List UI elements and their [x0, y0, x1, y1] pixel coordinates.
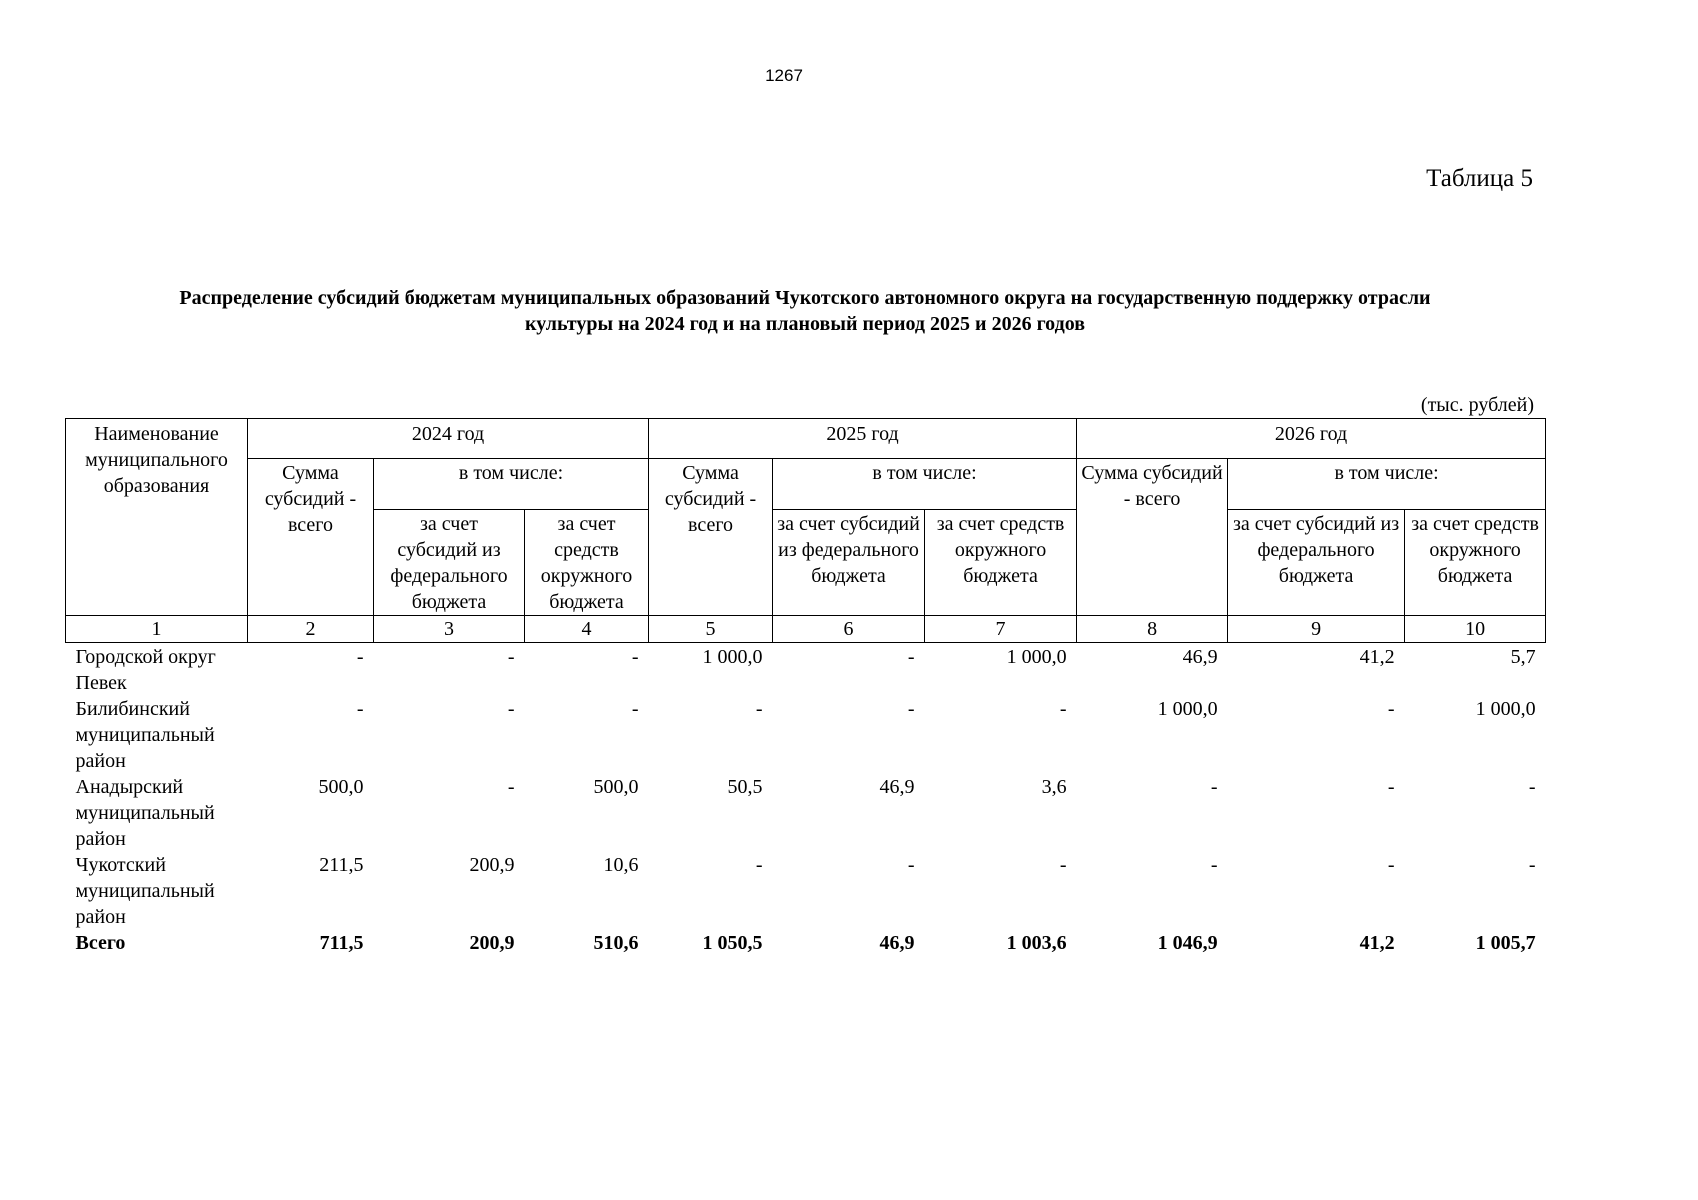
total-cell: 510,6	[593, 932, 639, 954]
table-label: Таблица 5	[1426, 165, 1533, 192]
column-number: 3	[374, 616, 525, 643]
table-cell: 46,9	[879, 776, 915, 798]
table-row	[66, 696, 1546, 774]
header-year-2026: 2026 год	[1077, 419, 1546, 459]
column-number: 4	[525, 616, 649, 643]
municipality-name: Анадырский муниципальный район	[75, 776, 215, 850]
column-number: 9	[1228, 616, 1405, 643]
title-line-2: культуры на 2024 год и на плановый период 2025 и 2026 годов	[524, 313, 1086, 335]
header-total-2025: Сумма субсидий - всего	[649, 459, 773, 616]
header-year-2024: 2024 год	[248, 419, 649, 459]
table-cell: -	[631, 646, 639, 668]
total-row	[66, 930, 1546, 956]
municipality-name: Чукотский муниципальный район	[75, 854, 215, 928]
table-body	[66, 643, 1546, 957]
table-row	[66, 852, 1546, 930]
table-cell: 5,7	[1510, 646, 1536, 668]
page-number: 1267	[765, 66, 803, 85]
table-row	[66, 643, 1546, 697]
table-cell: 1 000,0	[702, 646, 763, 668]
table-cell: -	[507, 776, 515, 798]
table-cell: -	[507, 698, 515, 720]
column-number: 2	[248, 616, 374, 643]
subsidy-table	[65, 418, 1546, 956]
units-label: (тыс. рублей)	[1420, 394, 1534, 416]
header-federal-2026: за счет субсидий из федерального бюджета	[1228, 510, 1405, 616]
header-including-2026: в том числе:	[1228, 459, 1546, 510]
table-cell: -	[1210, 854, 1218, 876]
table-cell: 1 000,0	[1475, 698, 1536, 720]
table-cell: 500,0	[318, 776, 364, 798]
total-cell: 711,5	[319, 932, 364, 954]
column-number: 7	[925, 616, 1077, 643]
total-label: Всего	[75, 932, 126, 954]
total-cell: 200,9	[469, 932, 515, 954]
table-cell: 50,5	[727, 776, 763, 798]
column-number: 10	[1405, 616, 1546, 643]
municipality-name: Городской округ Певек	[75, 646, 216, 694]
document-title	[60, 285, 1550, 337]
header-name: Наименование муниципального образования	[66, 419, 248, 616]
table-cell: 1 000,0	[1157, 698, 1218, 720]
table-cell: -	[907, 646, 915, 668]
header-regional-2026: за счет средств окружного бюджета	[1405, 510, 1546, 616]
title-line-1: Распределение субсидий бюджетам муниципальных образований Чукотского автономного округа на государственную поддержку отрасли	[179, 287, 1431, 309]
column-number: 5	[649, 616, 773, 643]
total-cell: 1 050,5	[702, 932, 763, 954]
municipality-name: Билибинский муниципальный район	[75, 698, 215, 772]
header-regional-2025: за счет средств окружного бюджета	[925, 510, 1077, 616]
table-cell: -	[1528, 776, 1536, 798]
table-cell: 211,5	[319, 854, 364, 876]
table-cell: -	[631, 698, 639, 720]
header-year-2025: 2025 год	[649, 419, 1077, 459]
table-cell: -	[1387, 854, 1395, 876]
header-federal-2025: за счет субсидий из федерального бюджета	[773, 510, 925, 616]
table-cell: 10,6	[603, 854, 639, 876]
table-header	[66, 419, 1546, 643]
table-cell: -	[1210, 776, 1218, 798]
table-cell: -	[907, 854, 915, 876]
table-cell: -	[1059, 854, 1067, 876]
table-cell: -	[755, 854, 763, 876]
table-cell: 46,9	[1182, 646, 1218, 668]
header-including-2024: в том числе:	[374, 459, 649, 510]
total-cell: 46,9	[879, 932, 915, 954]
table-cell: -	[1387, 776, 1395, 798]
table-cell: -	[507, 646, 515, 668]
table-cell: 500,0	[593, 776, 639, 798]
table-cell: -	[907, 698, 915, 720]
table-row	[66, 774, 1546, 852]
header-including-2025: в том числе:	[773, 459, 1077, 510]
column-number: 8	[1077, 616, 1228, 643]
total-cell: 41,2	[1359, 932, 1395, 954]
table-cell: -	[356, 698, 364, 720]
column-number: 6	[773, 616, 925, 643]
header-total-2026: Сумма субсидий - всего	[1077, 459, 1228, 616]
table-cell: 200,9	[469, 854, 515, 876]
table-cell: -	[1528, 854, 1536, 876]
table-cell: 1 000,0	[1006, 646, 1067, 668]
table-cell: 41,2	[1359, 646, 1395, 668]
column-numbers-row	[66, 616, 1546, 643]
header-total-2024: Сумма субсидий - всего	[248, 459, 374, 616]
table-cell: -	[1059, 698, 1067, 720]
column-number: 1	[66, 616, 248, 643]
table-cell: 3,6	[1041, 776, 1067, 798]
table-cell: -	[356, 646, 364, 668]
header-federal-2024: за счет субсидий из федерального бюджета	[374, 510, 525, 616]
total-cell: 1 005,7	[1475, 932, 1536, 954]
table-cell: -	[755, 698, 763, 720]
total-cell: 1 046,9	[1157, 932, 1218, 954]
header-regional-2024: за счет средств окружного бюджета	[525, 510, 649, 616]
table-cell: -	[1387, 698, 1395, 720]
total-cell: 1 003,6	[1006, 932, 1067, 954]
